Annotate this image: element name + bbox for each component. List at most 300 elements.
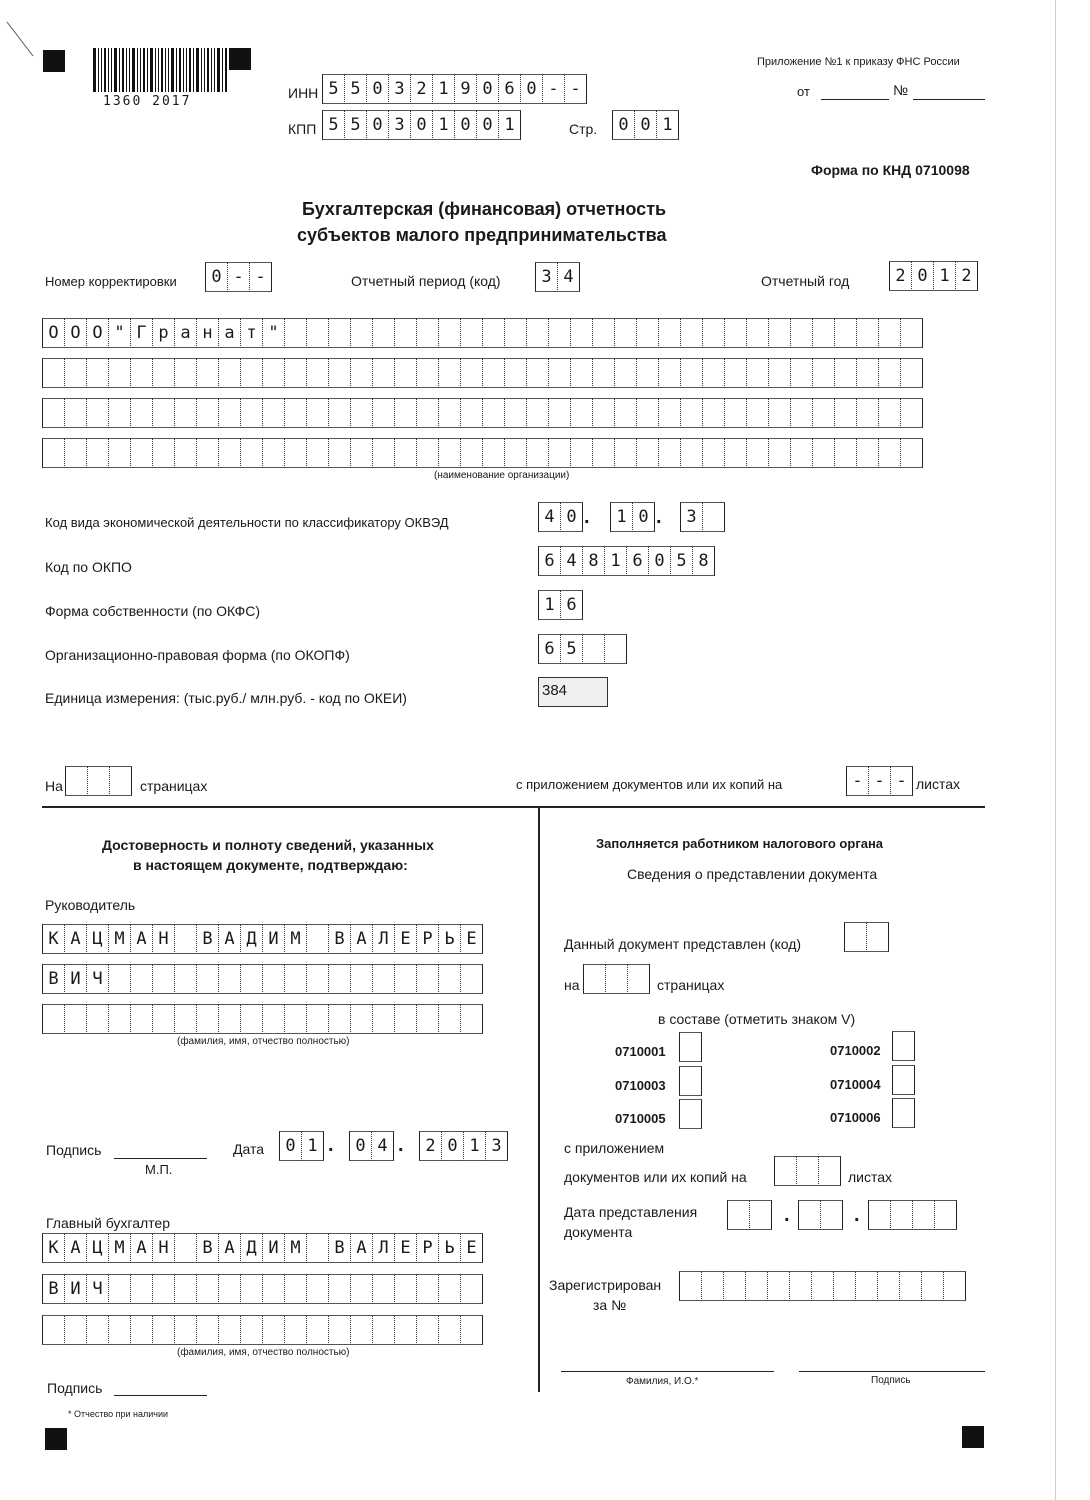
char-cell[interactable]: Ч <box>86 964 108 994</box>
char-cell[interactable] <box>460 1315 483 1345</box>
char-cell[interactable]: 2 <box>955 261 978 291</box>
char-cell[interactable]: 0 <box>410 110 432 140</box>
char-cell[interactable] <box>614 358 636 388</box>
char-cell[interactable] <box>262 438 284 468</box>
char-cell[interactable] <box>460 1274 483 1304</box>
char-cell[interactable] <box>240 1004 262 1034</box>
char-cell[interactable] <box>570 438 592 468</box>
char-cell[interactable]: 6 <box>626 546 648 576</box>
char-cell[interactable] <box>570 398 592 428</box>
char-cell[interactable]: 2 <box>410 74 432 104</box>
char-cell[interactable]: А <box>64 924 86 954</box>
char-cell[interactable] <box>394 438 416 468</box>
char-cell[interactable] <box>746 318 768 348</box>
char-cell[interactable]: А <box>64 1233 86 1263</box>
char-cell[interactable] <box>504 358 526 388</box>
okved-group-3[interactable] <box>680 502 725 532</box>
char-cell[interactable] <box>394 1004 416 1034</box>
char-cell[interactable] <box>680 358 702 388</box>
char-cell[interactable]: М <box>108 924 130 954</box>
char-cell[interactable]: А <box>350 924 372 954</box>
char-cell[interactable] <box>306 358 328 388</box>
char-cell[interactable] <box>64 358 86 388</box>
char-cell[interactable] <box>174 358 196 388</box>
char-cell[interactable] <box>768 318 790 348</box>
char-cell[interactable] <box>679 1032 702 1062</box>
char-cell[interactable] <box>548 438 570 468</box>
head-name-row-1[interactable] <box>42 924 483 954</box>
char-cell[interactable] <box>262 1315 284 1345</box>
char-cell[interactable]: 0 <box>366 110 388 140</box>
char-cell[interactable]: И <box>262 924 284 954</box>
char-cell[interactable] <box>636 438 658 468</box>
char-cell[interactable] <box>196 964 218 994</box>
period-field[interactable] <box>535 262 580 292</box>
char-cell[interactable] <box>196 438 218 468</box>
char-cell[interactable] <box>526 358 548 388</box>
char-cell[interactable] <box>86 398 108 428</box>
date-year-field[interactable] <box>419 1131 508 1161</box>
char-cell[interactable] <box>504 438 526 468</box>
char-cell[interactable] <box>196 398 218 428</box>
char-cell[interactable] <box>108 1274 130 1304</box>
char-cell[interactable]: Н <box>152 1233 174 1263</box>
char-cell[interactable] <box>636 318 658 348</box>
char-cell[interactable] <box>394 964 416 994</box>
char-cell[interactable] <box>438 964 460 994</box>
char-cell[interactable] <box>416 1315 438 1345</box>
char-cell[interactable]: И <box>64 964 86 994</box>
char-cell[interactable] <box>438 1274 460 1304</box>
char-cell[interactable] <box>604 634 627 664</box>
okfs-field[interactable] <box>538 590 583 620</box>
char-cell[interactable] <box>240 1315 262 1345</box>
char-cell[interactable] <box>680 318 702 348</box>
char-cell[interactable]: В <box>196 1233 218 1263</box>
char-cell[interactable] <box>64 438 86 468</box>
char-cell[interactable]: 1 <box>604 546 626 576</box>
char-cell[interactable]: 0 <box>349 1131 371 1161</box>
char-cell[interactable] <box>218 438 240 468</box>
char-cell[interactable] <box>592 438 614 468</box>
char-cell[interactable] <box>328 964 350 994</box>
char-cell[interactable] <box>855 1271 877 1301</box>
char-cell[interactable] <box>790 358 812 388</box>
char-cell[interactable]: 1 <box>301 1131 324 1161</box>
char-cell[interactable] <box>350 964 372 994</box>
inn-field[interactable] <box>322 74 587 104</box>
year-field[interactable] <box>889 261 978 291</box>
char-cell[interactable] <box>350 358 372 388</box>
char-cell[interactable] <box>174 924 196 954</box>
char-cell[interactable] <box>64 398 86 428</box>
char-cell[interactable] <box>284 1274 306 1304</box>
char-cell[interactable] <box>636 358 658 388</box>
char-cell[interactable] <box>372 398 394 428</box>
char-cell[interactable]: Ц <box>86 1233 108 1263</box>
char-cell[interactable]: 5 <box>670 546 692 576</box>
char-cell[interactable]: 1 <box>933 261 955 291</box>
char-cell[interactable]: 5 <box>344 110 366 140</box>
char-cell[interactable] <box>306 1004 328 1034</box>
char-cell[interactable] <box>460 1004 483 1034</box>
char-cell[interactable] <box>284 964 306 994</box>
char-cell[interactable]: 5 <box>322 110 344 140</box>
char-cell[interactable]: - <box>564 74 587 104</box>
char-cell[interactable] <box>702 358 724 388</box>
submission-day-field[interactable] <box>727 1200 772 1230</box>
char-cell[interactable] <box>130 358 152 388</box>
inspector-fio-line[interactable] <box>561 1371 774 1372</box>
char-cell[interactable]: 8 <box>582 546 604 576</box>
char-cell[interactable] <box>878 398 900 428</box>
char-cell[interactable] <box>152 398 174 428</box>
char-cell[interactable]: М <box>284 924 306 954</box>
char-cell[interactable] <box>702 502 725 532</box>
char-cell[interactable]: 4 <box>557 262 580 292</box>
char-cell[interactable] <box>658 318 680 348</box>
char-cell[interactable] <box>900 398 923 428</box>
char-cell[interactable]: К <box>42 1233 64 1263</box>
char-cell[interactable]: А <box>218 924 240 954</box>
char-cell[interactable]: 8 <box>692 546 715 576</box>
organization-name-row-2[interactable] <box>42 358 923 388</box>
char-cell[interactable] <box>350 398 372 428</box>
char-cell[interactable] <box>438 358 460 388</box>
char-cell[interactable]: 0 <box>366 74 388 104</box>
char-cell[interactable] <box>878 438 900 468</box>
char-cell[interactable] <box>350 1274 372 1304</box>
char-cell[interactable] <box>899 1271 921 1301</box>
appendix-sheets-field[interactable] <box>846 766 913 796</box>
char-cell[interactable] <box>350 1315 372 1345</box>
char-cell[interactable] <box>218 358 240 388</box>
char-cell[interactable] <box>240 964 262 994</box>
char-cell[interactable]: 5 <box>322 74 344 104</box>
char-cell[interactable] <box>614 398 636 428</box>
char-cell[interactable] <box>460 438 482 468</box>
char-cell[interactable] <box>306 1274 328 1304</box>
char-cell[interactable]: 2 <box>419 1131 441 1161</box>
char-cell[interactable]: 0 <box>612 110 634 140</box>
char-cell[interactable] <box>328 358 350 388</box>
char-cell[interactable] <box>834 358 856 388</box>
char-cell[interactable] <box>350 1004 372 1034</box>
char-cell[interactable]: - <box>249 262 272 292</box>
char-cell[interactable] <box>218 964 240 994</box>
char-cell[interactable]: 1 <box>498 110 521 140</box>
char-cell[interactable] <box>892 1065 915 1095</box>
char-cell[interactable] <box>42 398 64 428</box>
char-cell[interactable] <box>526 438 548 468</box>
char-cell[interactable] <box>460 318 482 348</box>
char-cell[interactable] <box>583 964 605 994</box>
correction-field[interactable] <box>205 262 272 292</box>
char-cell[interactable] <box>724 438 746 468</box>
char-cell[interactable] <box>416 1274 438 1304</box>
char-cell[interactable] <box>86 1004 108 1034</box>
char-cell[interactable] <box>306 1315 328 1345</box>
organization-name-row-1[interactable] <box>42 318 923 348</box>
char-cell[interactable] <box>130 438 152 468</box>
char-cell[interactable] <box>174 1004 196 1034</box>
char-cell[interactable]: р <box>152 318 174 348</box>
char-cell[interactable] <box>240 438 262 468</box>
char-cell[interactable] <box>592 358 614 388</box>
char-cell[interactable] <box>592 398 614 428</box>
char-cell[interactable] <box>701 1271 723 1301</box>
char-cell[interactable]: 0 <box>454 110 476 140</box>
char-cell[interactable] <box>328 1315 350 1345</box>
char-cell[interactable] <box>108 1315 130 1345</box>
char-cell[interactable] <box>812 398 834 428</box>
char-cell[interactable]: т <box>240 318 262 348</box>
char-cell[interactable] <box>108 964 130 994</box>
submission-year-field[interactable] <box>868 1200 957 1230</box>
char-cell[interactable] <box>702 438 724 468</box>
char-cell[interactable] <box>844 922 866 952</box>
char-cell[interactable] <box>679 1271 701 1301</box>
char-cell[interactable] <box>790 318 812 348</box>
char-cell[interactable] <box>680 398 702 428</box>
char-cell[interactable] <box>306 1233 328 1263</box>
char-cell[interactable]: 1 <box>463 1131 485 1161</box>
char-cell[interactable] <box>328 1274 350 1304</box>
char-cell[interactable] <box>218 1274 240 1304</box>
char-cell[interactable] <box>262 358 284 388</box>
chief-signature-line[interactable] <box>114 1395 207 1396</box>
char-cell[interactable] <box>306 398 328 428</box>
char-cell[interactable] <box>526 398 548 428</box>
pages-count-field[interactable] <box>65 766 132 796</box>
char-cell[interactable]: 2 <box>889 261 911 291</box>
char-cell[interactable]: н <box>196 318 218 348</box>
char-cell[interactable]: 1 <box>656 110 679 140</box>
char-cell[interactable]: 0 <box>634 110 656 140</box>
char-cell[interactable] <box>856 358 878 388</box>
char-cell[interactable]: Е <box>394 924 416 954</box>
form-checkbox-0710005[interactable] <box>679 1099 702 1129</box>
char-cell[interactable] <box>262 1274 284 1304</box>
char-cell[interactable] <box>812 318 834 348</box>
char-cell[interactable] <box>892 1098 915 1128</box>
char-cell[interactable] <box>834 438 856 468</box>
char-cell[interactable]: Н <box>152 924 174 954</box>
char-cell[interactable]: 3 <box>388 110 410 140</box>
char-cell[interactable]: 3 <box>388 74 410 104</box>
char-cell[interactable] <box>284 398 306 428</box>
char-cell[interactable]: Л <box>372 1233 394 1263</box>
char-cell[interactable] <box>416 1004 438 1034</box>
char-cell[interactable]: - <box>890 766 913 796</box>
char-cell[interactable] <box>768 438 790 468</box>
char-cell[interactable]: 6 <box>560 590 583 620</box>
char-cell[interactable] <box>614 318 636 348</box>
right-pages-field[interactable] <box>583 964 650 994</box>
chief-name-row-1[interactable] <box>42 1233 483 1263</box>
char-cell[interactable] <box>372 1274 394 1304</box>
char-cell[interactable]: Д <box>240 1233 262 1263</box>
char-cell[interactable] <box>438 318 460 348</box>
char-cell[interactable] <box>582 634 604 664</box>
char-cell[interactable] <box>42 358 64 388</box>
char-cell[interactable] <box>174 1233 196 1263</box>
char-cell[interactable] <box>372 358 394 388</box>
char-cell[interactable] <box>130 1315 152 1345</box>
char-cell[interactable] <box>746 438 768 468</box>
char-cell[interactable]: А <box>130 924 152 954</box>
char-cell[interactable] <box>834 318 856 348</box>
chief-name-row-3[interactable] <box>42 1315 483 1345</box>
char-cell[interactable]: 4 <box>538 502 560 532</box>
char-cell[interactable] <box>570 358 592 388</box>
date-month-field[interactable] <box>349 1131 394 1161</box>
char-cell[interactable] <box>702 398 724 428</box>
char-cell[interactable]: М <box>284 1233 306 1263</box>
char-cell[interactable] <box>723 1271 745 1301</box>
char-cell[interactable]: О <box>64 318 86 348</box>
char-cell[interactable] <box>570 318 592 348</box>
char-cell[interactable]: 0 <box>560 502 583 532</box>
char-cell[interactable] <box>42 1315 64 1345</box>
char-cell[interactable] <box>152 1004 174 1034</box>
char-cell[interactable] <box>892 1031 915 1061</box>
char-cell[interactable] <box>680 438 702 468</box>
char-cell[interactable] <box>438 438 460 468</box>
char-cell[interactable]: а <box>218 318 240 348</box>
char-cell[interactable]: В <box>328 1233 350 1263</box>
char-cell[interactable]: Д <box>240 924 262 954</box>
submitted-code-field[interactable] <box>844 922 889 952</box>
char-cell[interactable] <box>174 438 196 468</box>
char-cell[interactable]: 9 <box>454 74 476 104</box>
char-cell[interactable]: М <box>108 1233 130 1263</box>
char-cell[interactable]: 0 <box>205 262 227 292</box>
char-cell[interactable] <box>834 398 856 428</box>
char-cell[interactable] <box>820 1200 843 1230</box>
char-cell[interactable] <box>745 1271 767 1301</box>
char-cell[interactable] <box>240 398 262 428</box>
char-cell[interactable]: 1 <box>432 110 454 140</box>
okpo-field[interactable] <box>538 546 715 576</box>
char-cell[interactable] <box>196 358 218 388</box>
char-cell[interactable] <box>605 964 627 994</box>
char-cell[interactable] <box>218 398 240 428</box>
char-cell[interactable] <box>438 1315 460 1345</box>
char-cell[interactable]: Е <box>460 1233 483 1263</box>
char-cell[interactable] <box>284 438 306 468</box>
char-cell[interactable]: 0 <box>279 1131 301 1161</box>
char-cell[interactable] <box>658 438 680 468</box>
char-cell[interactable] <box>724 398 746 428</box>
char-cell[interactable]: 1 <box>610 502 632 532</box>
char-cell[interactable] <box>746 358 768 388</box>
char-cell[interactable] <box>306 438 328 468</box>
char-cell[interactable] <box>394 1274 416 1304</box>
char-cell[interactable] <box>749 1200 772 1230</box>
char-cell[interactable]: - <box>846 766 868 796</box>
char-cell[interactable] <box>526 318 548 348</box>
char-cell[interactable] <box>64 1004 86 1034</box>
char-cell[interactable] <box>504 398 526 428</box>
char-cell[interactable]: - <box>227 262 249 292</box>
char-cell[interactable]: О <box>86 318 108 348</box>
char-cell[interactable]: 5 <box>560 634 582 664</box>
char-cell[interactable] <box>460 964 483 994</box>
char-cell[interactable] <box>372 1315 394 1345</box>
char-cell[interactable] <box>460 358 482 388</box>
char-cell[interactable] <box>86 358 108 388</box>
form-checkbox-0710004[interactable] <box>892 1065 915 1095</box>
char-cell[interactable]: 3 <box>680 502 702 532</box>
char-cell[interactable] <box>108 358 130 388</box>
organization-name-row-3[interactable] <box>42 398 923 428</box>
char-cell[interactable]: В <box>328 924 350 954</box>
char-cell[interactable] <box>152 1274 174 1304</box>
char-cell[interactable] <box>328 318 350 348</box>
char-cell[interactable] <box>416 318 438 348</box>
date-day-field[interactable] <box>279 1131 324 1161</box>
char-cell[interactable] <box>262 964 284 994</box>
char-cell[interactable]: а <box>174 318 196 348</box>
char-cell[interactable]: 6 <box>498 74 520 104</box>
char-cell[interactable] <box>768 358 790 388</box>
char-cell[interactable]: И <box>262 1233 284 1263</box>
char-cell[interactable] <box>878 318 900 348</box>
char-cell[interactable] <box>943 1271 966 1301</box>
char-cell[interactable] <box>218 1315 240 1345</box>
char-cell[interactable]: 4 <box>371 1131 394 1161</box>
char-cell[interactable] <box>372 964 394 994</box>
char-cell[interactable] <box>394 318 416 348</box>
char-cell[interactable] <box>394 398 416 428</box>
chief-name-row-2[interactable] <box>42 1274 483 1304</box>
char-cell[interactable] <box>856 438 878 468</box>
char-cell[interactable]: К <box>42 924 64 954</box>
head-name-row-2[interactable] <box>42 964 483 994</box>
char-cell[interactable] <box>240 358 262 388</box>
char-cell[interactable] <box>679 1066 702 1096</box>
char-cell[interactable] <box>658 398 680 428</box>
char-cell[interactable]: " <box>262 318 284 348</box>
char-cell[interactable] <box>482 398 504 428</box>
char-cell[interactable] <box>868 1200 890 1230</box>
char-cell[interactable]: 3 <box>535 262 557 292</box>
char-cell[interactable]: А <box>130 1233 152 1263</box>
char-cell[interactable] <box>724 318 746 348</box>
char-cell[interactable] <box>812 358 834 388</box>
char-cell[interactable] <box>372 318 394 348</box>
char-cell[interactable]: 5 <box>344 74 366 104</box>
char-cell[interactable] <box>789 1271 811 1301</box>
char-cell[interactable]: 1 <box>538 590 560 620</box>
char-cell[interactable] <box>614 438 636 468</box>
kpp-field[interactable] <box>322 110 521 140</box>
char-cell[interactable] <box>130 1274 152 1304</box>
char-cell[interactable] <box>679 1099 702 1129</box>
char-cell[interactable] <box>328 398 350 428</box>
char-cell[interactable]: Ь <box>438 1233 460 1263</box>
char-cell[interactable] <box>416 358 438 388</box>
char-cell[interactable] <box>856 318 878 348</box>
char-cell[interactable] <box>912 1200 934 1230</box>
char-cell[interactable] <box>42 1004 64 1034</box>
char-cell[interactable] <box>767 1271 789 1301</box>
char-cell[interactable] <box>262 398 284 428</box>
char-cell[interactable] <box>798 1200 820 1230</box>
form-checkbox-0710003[interactable] <box>679 1066 702 1096</box>
char-cell[interactable]: 0 <box>648 546 670 576</box>
